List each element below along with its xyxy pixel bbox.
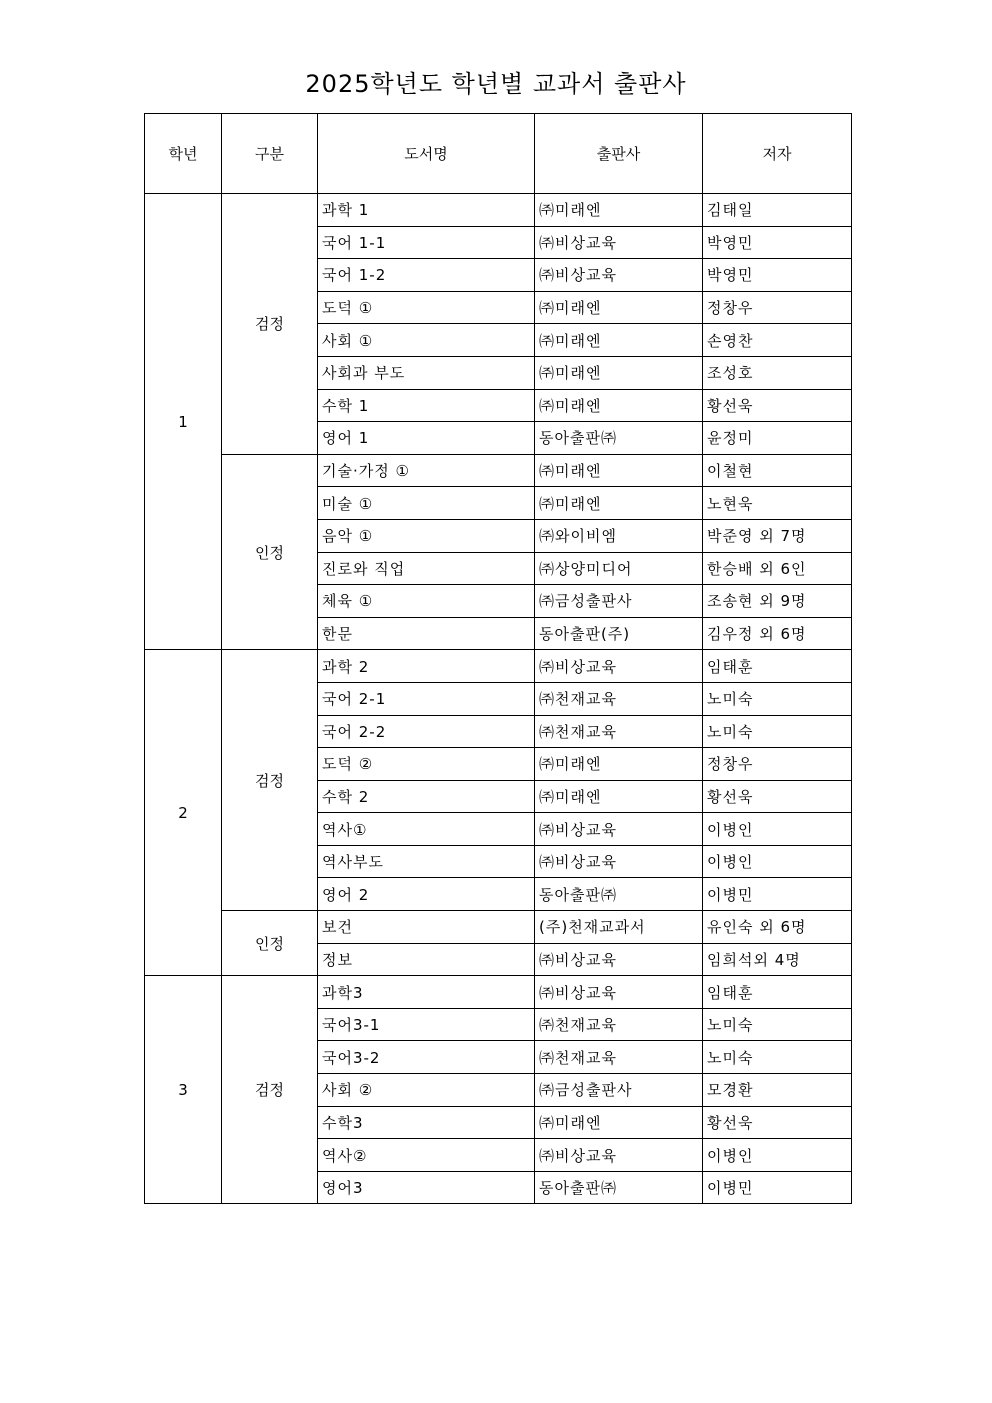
publisher-cell: 동아출판(주) xyxy=(535,617,703,650)
title-cell: 국어 2-2 xyxy=(318,715,535,748)
publisher-cell: ㈜미래엔 xyxy=(535,194,703,227)
table-row xyxy=(145,194,852,227)
publisher-cell: ㈜비상교육 xyxy=(535,943,703,976)
author-cell: 이병인 xyxy=(703,1139,852,1172)
publisher-cell: 동아출판㈜ xyxy=(535,422,703,455)
author-cell: 이병민 xyxy=(703,1171,852,1204)
author-cell: 임태훈 xyxy=(703,976,852,1009)
author-cell: 유인숙 외 6명 xyxy=(703,911,852,944)
author-cell: 김태일 xyxy=(703,194,852,227)
title-cell: 과학 2 xyxy=(318,650,535,683)
publisher-cell: 동아출판㈜ xyxy=(535,878,703,911)
publisher-cell: ㈜비상교육 xyxy=(535,1139,703,1172)
publisher-cell: ㈜금성출판사 xyxy=(535,1074,703,1107)
author-cell: 노미숙 xyxy=(703,715,852,748)
title-cell: 도덕 ① xyxy=(318,291,535,324)
title-cell: 국어 1-2 xyxy=(318,259,535,292)
author-cell: 윤정미 xyxy=(703,422,852,455)
publisher-cell: ㈜천재교육 xyxy=(535,682,703,715)
title-cell: 체육 ① xyxy=(318,585,535,618)
author-cell: 황선욱 xyxy=(703,780,852,813)
title-cell: 과학3 xyxy=(318,976,535,1009)
author-cell: 박영민 xyxy=(703,259,852,292)
author-cell: 손영찬 xyxy=(703,324,852,357)
grade-cell: 3 xyxy=(145,976,222,1204)
publisher-cell: ㈜미래엔 xyxy=(535,748,703,781)
category-cell: 검정 xyxy=(222,976,318,1204)
category-cell: 검정 xyxy=(222,194,318,455)
table-row xyxy=(145,911,852,944)
author-cell: 조성호 xyxy=(703,356,852,389)
title-cell: 영어3 xyxy=(318,1171,535,1204)
title-cell: 국어3-1 xyxy=(318,1008,535,1041)
table-body xyxy=(145,194,852,1204)
title-cell: 역사② xyxy=(318,1139,535,1172)
title-cell: 정보 xyxy=(318,943,535,976)
title-cell: 기술·가정 ① xyxy=(318,454,535,487)
author-cell: 임희석외 4명 xyxy=(703,943,852,976)
table-row xyxy=(145,650,852,683)
publisher-cell: ㈜미래엔 xyxy=(535,780,703,813)
title-cell: 한문 xyxy=(318,617,535,650)
publisher-cell: ㈜비상교육 xyxy=(535,976,703,1009)
author-cell: 한승배 외 6인 xyxy=(703,552,852,585)
author-cell: 이병인 xyxy=(703,813,852,846)
author-cell: 이병인 xyxy=(703,845,852,878)
title-cell: 역사① xyxy=(318,813,535,846)
publisher-cell: ㈜천재교육 xyxy=(535,1008,703,1041)
author-cell: 황선욱 xyxy=(703,389,852,422)
publisher-cell: ㈜비상교육 xyxy=(535,259,703,292)
title-cell: 역사부도 xyxy=(318,845,535,878)
grade-cell: 2 xyxy=(145,650,222,976)
publisher-cell: ㈜금성출판사 xyxy=(535,585,703,618)
author-cell: 조송현 외 9명 xyxy=(703,585,852,618)
textbook-table xyxy=(144,113,852,1204)
header-category: 구분 xyxy=(222,114,318,194)
author-cell: 정창우 xyxy=(703,748,852,781)
publisher-cell: ㈜미래엔 xyxy=(535,454,703,487)
publisher-cell: ㈜천재교육 xyxy=(535,1041,703,1074)
page-title: 2025학년도 학년별 교과서 출판사 xyxy=(305,70,687,98)
title-cell: 영어 1 xyxy=(318,422,535,455)
author-cell: 노미숙 xyxy=(703,1041,852,1074)
publisher-cell: ㈜와이비엠 xyxy=(535,519,703,552)
publisher-cell: ㈜미래엔 xyxy=(535,291,703,324)
title-cell: 과학 1 xyxy=(318,194,535,227)
publisher-cell: ㈜미래엔 xyxy=(535,324,703,357)
publisher-cell: (주)천재교과서 xyxy=(535,911,703,944)
title-cell: 사회과 부도 xyxy=(318,356,535,389)
header-grade: 학년 xyxy=(145,114,222,194)
title-cell: 진로와 직업 xyxy=(318,552,535,585)
publisher-cell: ㈜미래엔 xyxy=(535,487,703,520)
author-cell: 박준영 외 7명 xyxy=(703,519,852,552)
publisher-cell: ㈜상양미디어 xyxy=(535,552,703,585)
title-cell: 음악 ① xyxy=(318,519,535,552)
publisher-cell: ㈜비상교육 xyxy=(535,845,703,878)
author-cell: 노미숙 xyxy=(703,1008,852,1041)
category-cell: 인정 xyxy=(222,911,318,976)
header-row xyxy=(145,114,852,194)
author-cell: 정창우 xyxy=(703,291,852,324)
header-author: 저자 xyxy=(703,114,852,194)
author-cell: 모경환 xyxy=(703,1074,852,1107)
category-cell: 인정 xyxy=(222,454,318,650)
header-title: 도서명 xyxy=(318,114,535,194)
category-cell: 검정 xyxy=(222,650,318,911)
author-cell: 황선욱 xyxy=(703,1106,852,1139)
publisher-cell: ㈜비상교육 xyxy=(535,650,703,683)
title-cell: 국어 2-1 xyxy=(318,682,535,715)
publisher-cell: ㈜미래엔 xyxy=(535,389,703,422)
author-cell: 박영민 xyxy=(703,226,852,259)
author-cell: 이철현 xyxy=(703,454,852,487)
title-cell: 사회 ② xyxy=(318,1074,535,1107)
publisher-cell: ㈜미래엔 xyxy=(535,1106,703,1139)
title-cell: 미술 ① xyxy=(318,487,535,520)
header-publisher: 출판사 xyxy=(535,114,703,194)
title-cell: 보건 xyxy=(318,911,535,944)
author-cell: 김우정 외 6명 xyxy=(703,617,852,650)
author-cell: 임태훈 xyxy=(703,650,852,683)
publisher-cell: ㈜비상교육 xyxy=(535,813,703,846)
title-cell: 수학3 xyxy=(318,1106,535,1139)
title-cell: 국어 1-1 xyxy=(318,226,535,259)
publisher-cell: ㈜미래엔 xyxy=(535,356,703,389)
grade-cell: 1 xyxy=(145,194,222,650)
author-cell: 노미숙 xyxy=(703,682,852,715)
publisher-cell: ㈜천재교육 xyxy=(535,715,703,748)
table-row xyxy=(145,454,852,487)
table-row xyxy=(145,976,852,1009)
publisher-cell: ㈜비상교육 xyxy=(535,226,703,259)
title-cell: 국어3-2 xyxy=(318,1041,535,1074)
author-cell: 이병민 xyxy=(703,878,852,911)
title-cell: 도덕 ② xyxy=(318,748,535,781)
title-cell: 수학 1 xyxy=(318,389,535,422)
title-cell: 사회 ① xyxy=(318,324,535,357)
title-cell: 수학 2 xyxy=(318,780,535,813)
author-cell: 노현욱 xyxy=(703,487,852,520)
title-cell: 영어 2 xyxy=(318,878,535,911)
publisher-cell: 동아출판㈜ xyxy=(535,1171,703,1204)
